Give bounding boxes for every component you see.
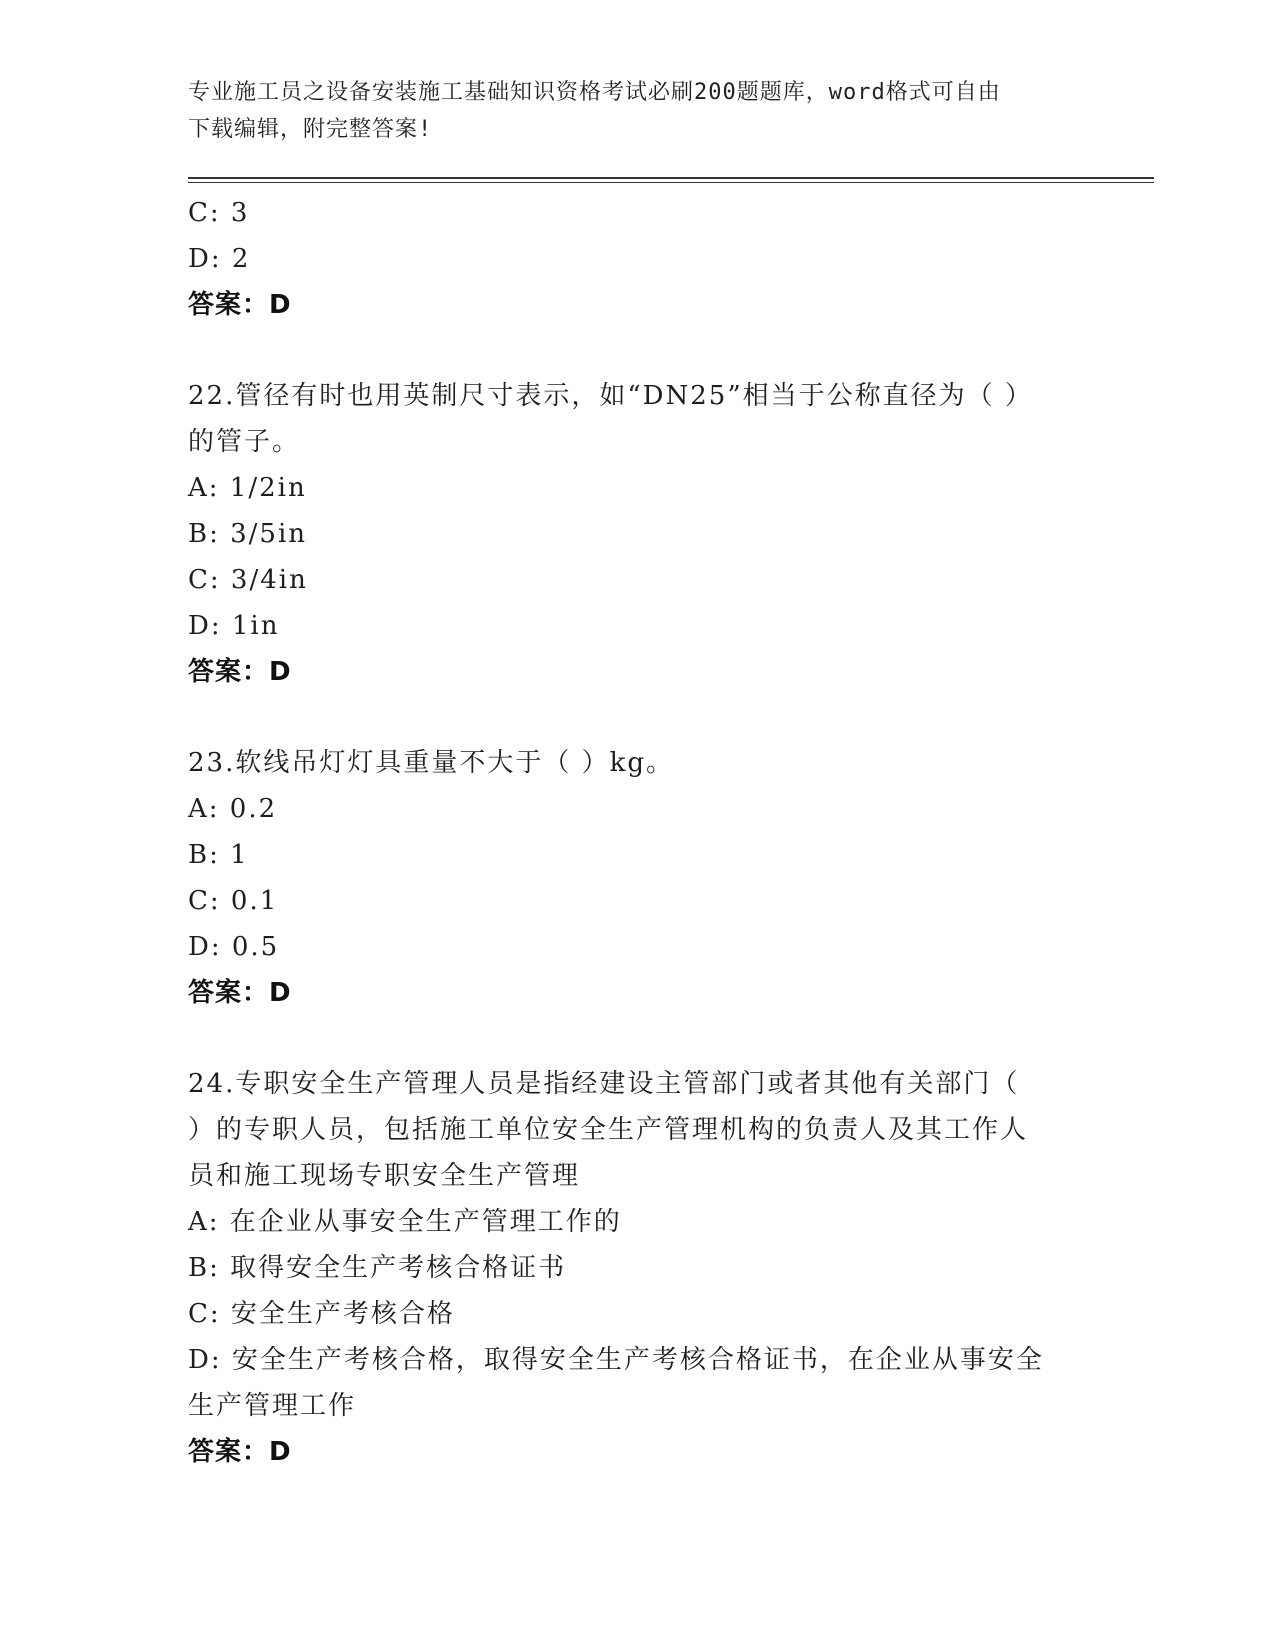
option-d: D: 1in xyxy=(188,611,280,641)
question-stem-line: 22.管径有时也用英制尺寸表示，如“DN25”相当于公称直径为（ ） xyxy=(188,381,1033,411)
header-rule-thin xyxy=(188,182,1154,183)
option-b: B: 3/5in xyxy=(188,519,308,549)
answer: 答案：D xyxy=(188,1437,292,1467)
option-b: B: 1 xyxy=(188,840,249,870)
page-header xyxy=(188,74,1068,148)
option-d: D: 安全生产考核合格，取得安全生产考核合格证书，在企业从事安全 xyxy=(188,1345,1044,1375)
option-c: C: 0.1 xyxy=(188,886,279,916)
option-d: D: 2 xyxy=(188,244,251,274)
header-line-1: 专业施工员之设备安装施工基础知识资格考试必刷200题题库，word格式可自由 xyxy=(188,80,1001,105)
question-24 xyxy=(188,1061,1088,1475)
option-b: B: 取得安全生产考核合格证书 xyxy=(188,1253,567,1283)
question-23 xyxy=(188,740,1088,1016)
header-rule-thick xyxy=(188,177,1154,179)
option-a: A: 0.2 xyxy=(188,794,278,824)
option-c: C: 安全生产考核合格 xyxy=(188,1299,455,1329)
option-c: C: 3/4in xyxy=(188,565,308,595)
option-d-continued: 生产管理工作 xyxy=(188,1391,357,1421)
question-21-tail xyxy=(188,190,1088,328)
question-list xyxy=(188,190,1088,1520)
answer: 答案：D xyxy=(188,657,292,687)
answer: 答案：D xyxy=(188,290,292,320)
answer: 答案：D xyxy=(188,978,292,1008)
option-c: C: 3 xyxy=(188,198,250,228)
option-a: A: 在企业从事安全生产管理工作的 xyxy=(188,1207,622,1237)
question-stem-line: 员和施工现场专职安全生产管理 xyxy=(188,1161,581,1191)
option-a: A: 1/2in xyxy=(188,473,307,503)
question-stem-line: 的管子。 xyxy=(188,427,301,457)
question-22 xyxy=(188,373,1088,695)
question-stem-line: ）的专职人员，包括施工单位安全生产管理机构的负责人及其工作人 xyxy=(188,1115,1029,1145)
question-stem-line: 23.软线吊灯灯具重量不大于（ ）kg。 xyxy=(188,748,675,778)
option-d: D: 0.5 xyxy=(188,932,280,962)
question-stem-line: 24.专职安全生产管理人员是指经建设主管部门或者其他有关部门（ xyxy=(188,1069,1020,1099)
header-line-2: 下载编辑，附完整答案! xyxy=(188,117,433,142)
